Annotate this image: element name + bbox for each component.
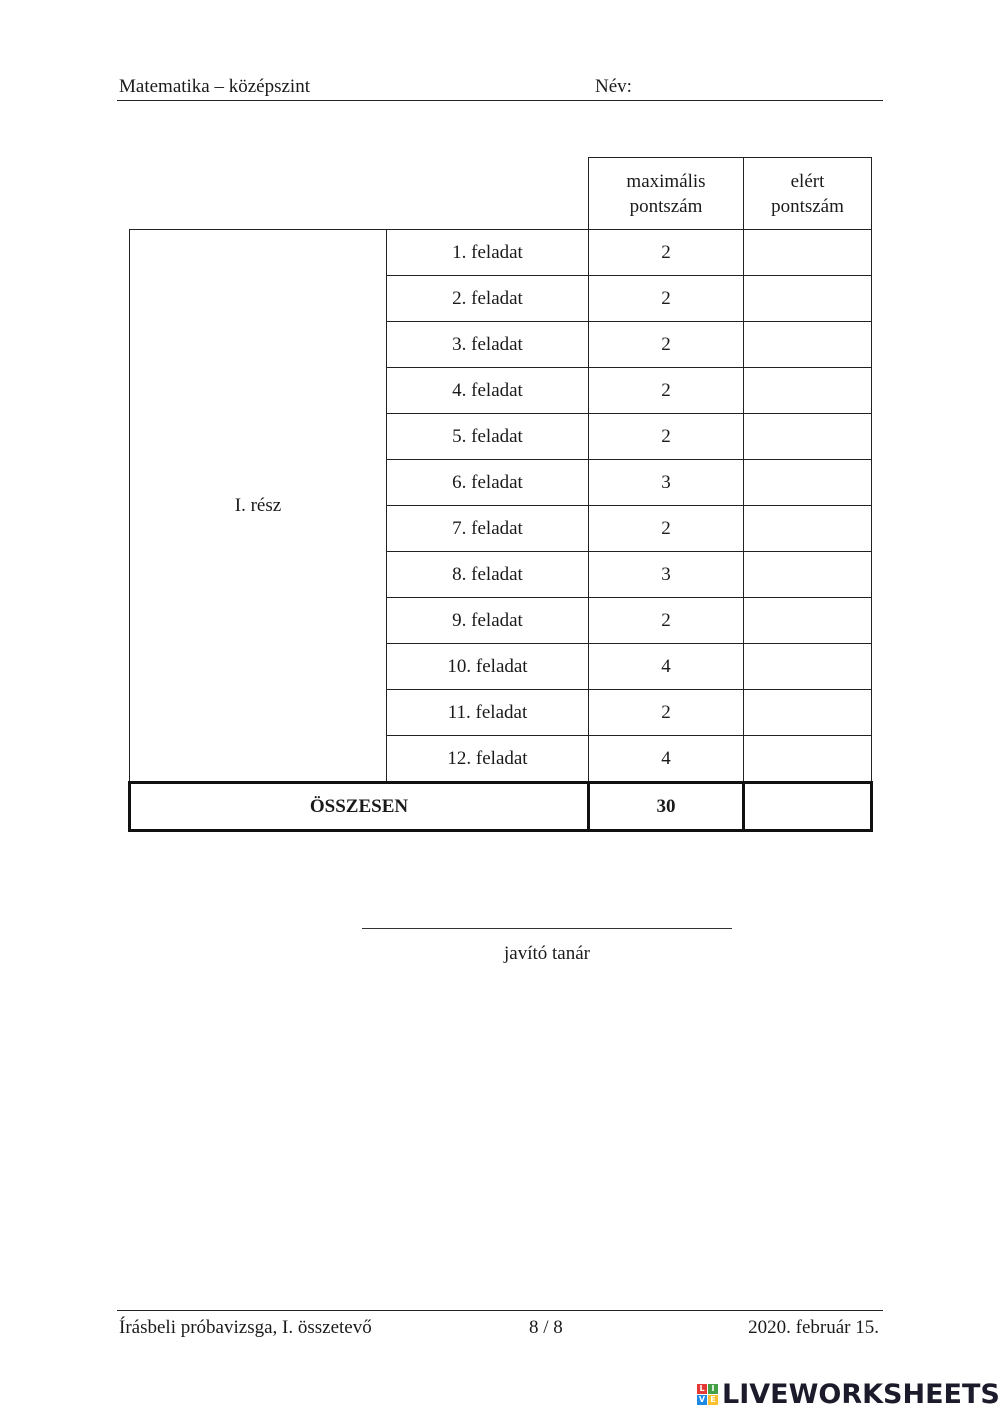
- score-table: [128, 157, 873, 832]
- max-score-cell: 3: [589, 552, 744, 598]
- part-label: I. rész: [130, 230, 387, 783]
- signature-line: [362, 928, 732, 929]
- subject-title: Matematika – középszint: [119, 76, 310, 97]
- achieved-score-cell[interactable]: [744, 690, 872, 736]
- logo-letter: V: [698, 1395, 706, 1404]
- achieved-score-cell[interactable]: [744, 598, 872, 644]
- task-label: 4. feladat: [387, 368, 589, 414]
- max-score-cell: 2: [589, 690, 744, 736]
- task-label: 2. feladat: [387, 276, 589, 322]
- task-label: 11. feladat: [387, 690, 589, 736]
- liveworksheets-logo-icon: [697, 1384, 718, 1405]
- achieved-score-cell[interactable]: [744, 322, 872, 368]
- logo-letter: E: [708, 1395, 718, 1405]
- max-score-cell: 2: [589, 368, 744, 414]
- achieved-score-cell[interactable]: [744, 552, 872, 598]
- empty-corner: [130, 158, 589, 230]
- task-label: 6. feladat: [387, 460, 589, 506]
- achieved-score-cell[interactable]: [744, 368, 872, 414]
- achieved-score-cell[interactable]: [744, 506, 872, 552]
- total-row: [130, 783, 872, 831]
- task-label: 3. feladat: [387, 322, 589, 368]
- max-score-cell: 3: [589, 460, 744, 506]
- table-header-row: [130, 158, 872, 230]
- liveworksheets-brand[interactable]: [697, 1378, 1000, 1410]
- signature-label: javító tanár: [504, 943, 590, 964]
- brand-wordmark: LIVEWORKSHEETS: [722, 1378, 1000, 1410]
- max-score-cell: 2: [589, 598, 744, 644]
- footer-exam-name: Írásbeli próbavizsga, I. összetevő: [119, 1317, 372, 1338]
- max-score-header: maximális pontszám: [589, 158, 744, 230]
- achieved-score-cell[interactable]: [744, 644, 872, 690]
- total-max-score: 30: [589, 783, 744, 831]
- achieved-score-cell[interactable]: [744, 736, 872, 783]
- max-score-cell: 4: [589, 736, 744, 783]
- achieved-score-cell[interactable]: [744, 460, 872, 506]
- task-label: 8. feladat: [387, 552, 589, 598]
- max-score-cell: 2: [589, 276, 744, 322]
- footer-page-number: 8 / 8: [529, 1317, 563, 1338]
- achieved-score-cell[interactable]: [744, 230, 872, 276]
- max-score-cell: 2: [589, 230, 744, 276]
- achieved-score-cell[interactable]: [744, 276, 872, 322]
- task-label: 12. feladat: [387, 736, 589, 783]
- max-score-cell: 2: [589, 322, 744, 368]
- max-score-cell: 2: [589, 506, 744, 552]
- total-label: ÖSSZESEN: [130, 783, 589, 831]
- total-achieved-score[interactable]: [744, 783, 872, 831]
- task-label: 5. feladat: [387, 414, 589, 460]
- task-label: 1. feladat: [387, 230, 589, 276]
- footer-date: 2020. február 15.: [748, 1317, 879, 1338]
- task-label: 10. feladat: [387, 644, 589, 690]
- task-label: 9. feladat: [387, 598, 589, 644]
- page-footer: [117, 1310, 883, 1343]
- logo-letter: I: [708, 1384, 718, 1394]
- table-row: [130, 230, 872, 276]
- max-score-cell: 4: [589, 644, 744, 690]
- name-label: Név:: [595, 76, 632, 97]
- achieved-score-cell[interactable]: [744, 414, 872, 460]
- achieved-score-header: elért pontszám: [744, 158, 872, 230]
- task-label: 7. feladat: [387, 506, 589, 552]
- logo-letter: L: [697, 1384, 707, 1394]
- max-score-cell: 2: [589, 414, 744, 460]
- page-header: [117, 76, 883, 101]
